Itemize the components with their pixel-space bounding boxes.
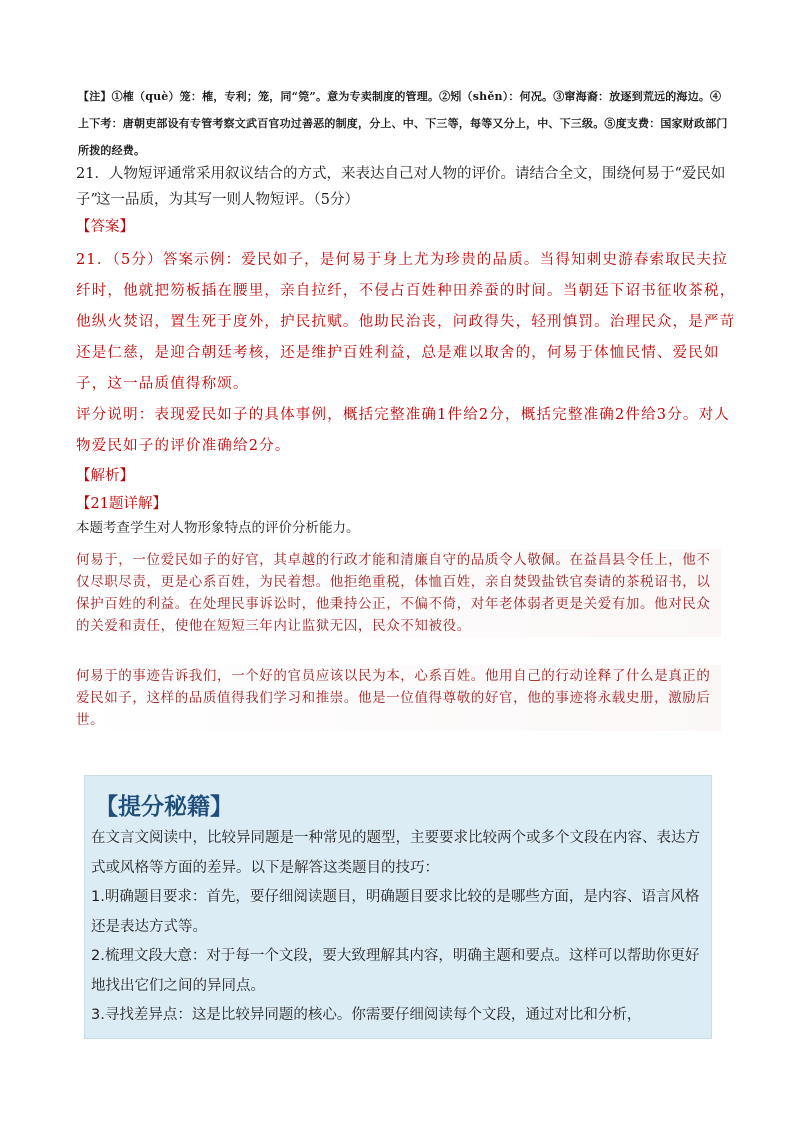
tips-body [91, 824, 703, 1031]
analysis-tag: 【解析】 [76, 468, 134, 484]
answer-text: 21．（5分）答案示例：爱民如子，是何易于身上尤为珍贵的品质。当得知刺史游春索取民夫拉纤时，他就把笏板插在腰里，亲自拉纤，不侵占百姓种田养蚕的时间。当朝廷下诏书征收茶税，他纵火焚诏，置生死于度外，护民抗赋。他助民治丧，问政得失，轻刑慎罚。治理民众，是严苛还是仁慈，是迎合朝廷考核，还是维护百姓利益，总是难以取舍的，何易于体恤民情、爱民如子，这一品质值得称颂。 [76, 252, 736, 392]
tips-item-1: 1.明确题目要求：首先，要仔细阅读题目，明确题目要求比较的是哪些方面，是内容、语言风格还是表达方式等。 [91, 889, 700, 935]
tips-intro: 在文言文阅读中，比较异同题是一种常见的题型，主要要求比较两个或多个文段在内容、表达方式或风格等方面的差异。以下是解答这类题目的技巧： [91, 830, 700, 876]
annotation-note: 【注】①榷（què）笼：榷，专利；笼，同“筦”。意为专卖制度的管理。②矧（shěn）：何况。③窜海裔：放逐到荒远的海边。④上下考：唐朝吏部设有专管考察文武百官功过善恶的制度，分上、中、下三等，每等又分上，中、下三级。⑤度支费：国家财政部门所拨的经费。 [78, 90, 728, 157]
scoring-text: 评分说明：表现爱民如子的具体事例，概括完整准确1件给2分，概括完整准确2件给3分。对人物爱民如子的评价准确给2分。 [76, 407, 730, 454]
detail-paragraph-1: 何易于，一位爱民如子的好官，其卓越的行政才能和清廉自守的品质令人敬佩。在益昌县令任上，他不仅尽职尽责，更是心系百姓，为民着想。他拒绝重税，体恤百姓，亲自焚毁盐铁官奏请的茶税诏书，以保护百姓的利益。在处理民事诉讼时，他秉持公正，不偏不倚，对年老体弱者更是关爱有加。他对民众的关爱和责任，使他在短短三年内让监狱无囚，民众不知被役。 [76, 549, 721, 637]
answer-block [76, 245, 736, 462]
answer-tag: 【答案】 [76, 219, 134, 235]
detail-paragraph-2: 何易于的事迹告诉我们，一个好的官员应该以民为本，心系百姓。他用自己的行动诠释了什么是真正的爱民如子，这样的品质值得我们学习和推崇。他是一位值得尊敬的好官，他的事迹将永载史册，激励后世。 [76, 665, 721, 731]
tips-item-2: 2.梳理文段大意：对于每一个文段，要大致理解其内容，明确主题和要点。这样可以帮助你更好地找出它们之间的异同点。 [91, 948, 700, 994]
tips-title: 【提分秘籍】 [95, 794, 233, 820]
detail-intro: 本题考查学生对人物形象特点的评价分析能力。 [76, 520, 360, 536]
detail-tag: 【21题详解】 [76, 496, 167, 512]
tips-box [84, 775, 712, 1039]
question-21-line1: 21．人物短评通常采用叙议结合的方式，来表达自己对人物的评价。请结合全文，围绕何易于“爱民如子” [76, 166, 726, 208]
question-21-line2: 这一品质，为其写一则人物短评。（5分） [96, 192, 359, 208]
tips-item-3: 3.寻找差异点：这是比较异同题的核心。你需要仔细阅读每个文段，通过对比和分析， [91, 1007, 642, 1023]
